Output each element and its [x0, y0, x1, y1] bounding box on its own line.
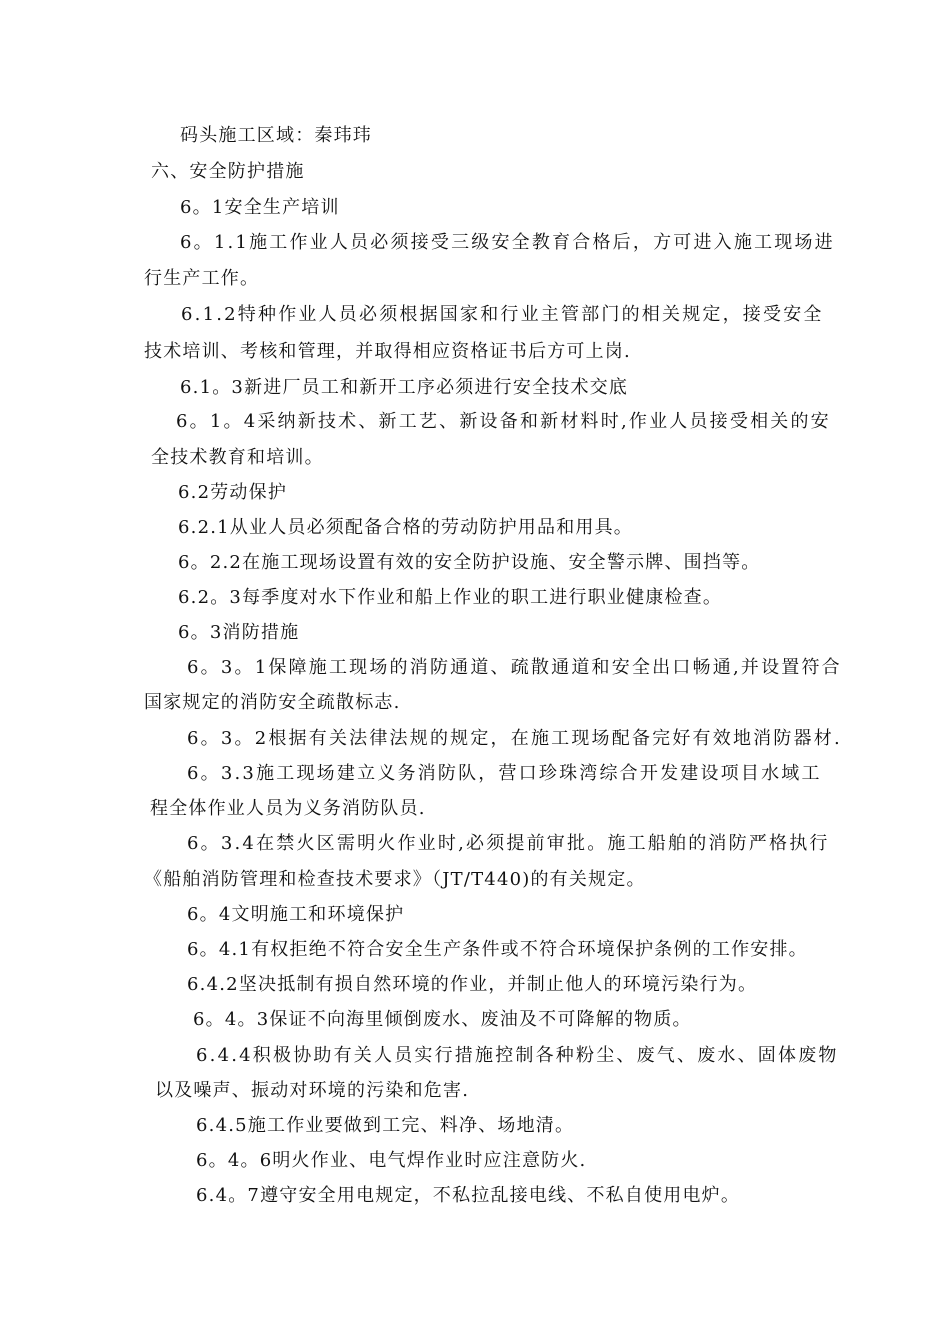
paragraph-6-2-2: 6。2.2在施工现场设置有效的安全防护设施、安全警示牌、围挡等。: [178, 552, 761, 573]
subsection-heading-6-3: 6。3消防措施: [178, 622, 300, 643]
paragraph-6-4-4-line-2: 以及噪声、振动对环境的污染和危害.: [155, 1080, 470, 1101]
paragraph-6-1-2-line-1: 6.1.2特种作业人员必须根据国家和行业主管部门的相关规定，接受安全: [181, 304, 824, 325]
paragraph-6-4-5: 6.4.5施工作业要做到工完、料净、场地清。: [196, 1115, 575, 1136]
subsection-heading-6-1: 6。1安全生产培训: [180, 197, 340, 218]
paragraph-6-4-7: 6.4。7遵守安全用电规定，不私拉乱接电线、不私自使用电炉。: [196, 1185, 741, 1206]
subsection-heading-6-4: 6。4文明施工和环境保护: [187, 904, 405, 925]
paragraph-6-4-6: 6。4。6明火作业、电气焊作业时应注意防火.: [196, 1150, 587, 1171]
section-heading-safety-measures: 六、安全防护措施: [151, 161, 305, 182]
paragraph-6-4-2: 6.4.2坚决抵制有损自然环境的作业，并制止他人的环境污染行为。: [187, 974, 758, 995]
paragraph-6-4-3: 6。4。3保证不向海里倾倒废水、废油及不可降解的物质。: [193, 1009, 692, 1030]
paragraph-6-2-1: 6.2.1从业人员必须配备合格的劳动防护用品和用具。: [178, 517, 633, 538]
paragraph-6-1-4-line-2: 全技术教育和培训。: [151, 447, 324, 468]
paragraph-6-1-1-line-1: 6。1.1施工作业人员必须接受三级安全教育合格后，方可进入施工现场进: [180, 232, 835, 253]
paragraph-6-1-2-line-2: 技术培训、考核和管理，并取得相应资格证书后方可上岗.: [144, 341, 631, 362]
paragraph-6-2-3: 6.2。3每季度对水下作业和船上作业的职工进行职业健康检查。: [178, 587, 723, 608]
subsection-heading-6-2: 6.2劳动保护: [178, 482, 288, 503]
paragraph-6-4-1: 6。4.1有权拒绝不符合安全生产条件或不符合环境保护条例的工作安排。: [187, 939, 808, 960]
paragraph-6-1-4-line-1: 6。1。4采纳新技术、新工艺、新设备和新材料时,作业人员接受相关的安: [176, 411, 831, 432]
paragraph-6-4-4-line-1: 6.4.4积极协助有关人员实行措施控制各种粉尘、废气、废水、固体废物: [196, 1045, 839, 1066]
paragraph-6-3-2: 6。3。2根据有关法律法规的规定，在施工现场配备完好有效地消防器材.: [187, 728, 842, 749]
paragraph-6-3-3-line-2: 程全体作业人员为义务消防队员.: [150, 798, 426, 819]
paragraph-6-3-1-line-2: 国家规定的消防安全疏散标志.: [144, 692, 401, 713]
paragraph-6-1-3: 6.1。3新进厂员工和新开工序必须进行安全技术交底: [180, 377, 629, 398]
paragraph-6-3-1-line-1: 6。3。1保障施工现场的消防通道、疏散通道和安全出口畅通,并设置符合: [187, 657, 842, 678]
paragraph-6-1-1-line-2: 行生产工作。: [144, 268, 260, 289]
paragraph-6-3-4-line-1: 6。3.4在禁火区需明火作业时,必须提前审批。施工船舶的消防严格执行: [187, 833, 830, 854]
site-area-line: 码头施工区域：秦玮玮: [180, 125, 372, 146]
paragraph-6-3-3-line-1: 6。3.3施工现场建立义务消防队，营口珍珠湾综合开发建设项目水域工: [187, 763, 822, 784]
paragraph-6-3-4-line-2: 《船舶消防管理和检查技术要求》（JT/T440)的有关规定。: [144, 869, 646, 890]
